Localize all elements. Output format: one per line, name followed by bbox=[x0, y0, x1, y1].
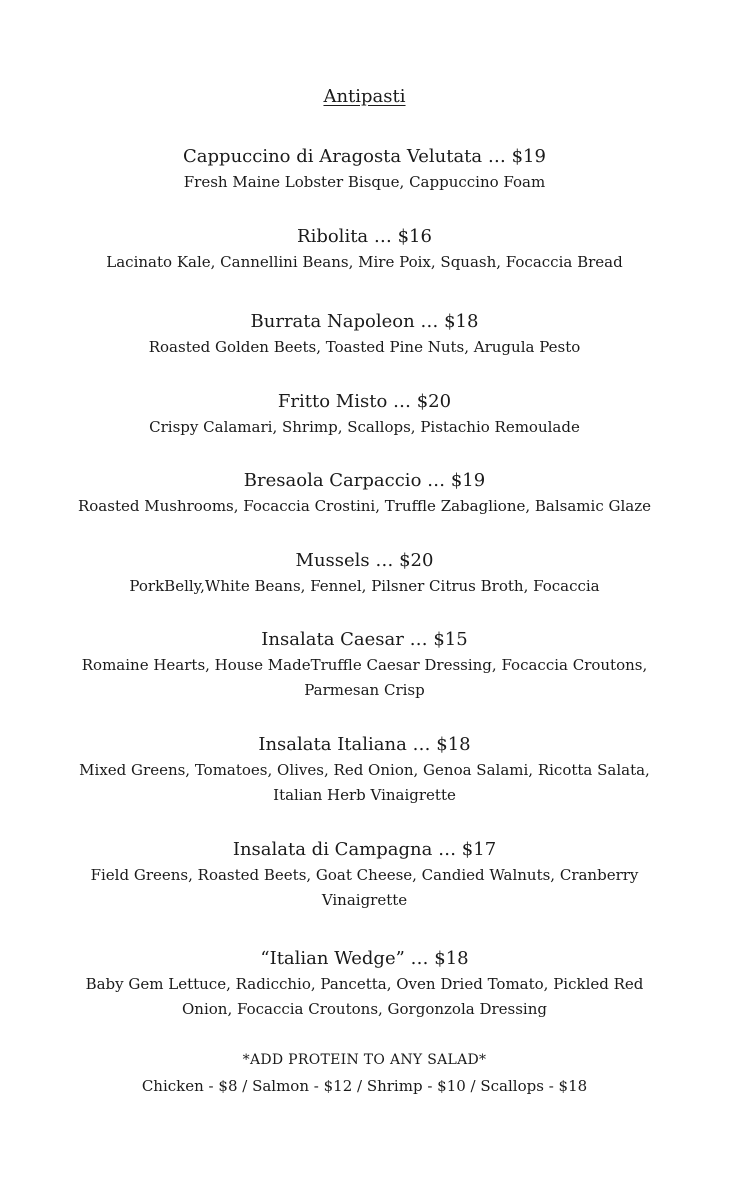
item-title: “Italian Wedge” … $18 bbox=[260, 948, 469, 969]
item-title: Ribolita … $16 bbox=[297, 226, 432, 247]
menu-item bbox=[0, 548, 729, 599]
item-description: Crispy Calamari, Shrimp, Scallops, Pistachio Remoulade bbox=[149, 418, 580, 436]
item-title: Mussels … $20 bbox=[295, 550, 434, 571]
section-heading: Antipasti bbox=[323, 86, 406, 107]
item-description: Roasted Golden Beets, Toasted Pine Nuts, Arugula Pesto bbox=[148, 338, 581, 356]
item-title: Insalata di Campagna … $17 bbox=[232, 839, 497, 860]
menu-item bbox=[0, 627, 729, 703]
protein-note-prices: Chicken - $8 / Salmon - $12 / Shrimp - $10 / Scallops - $18 bbox=[141, 1077, 588, 1095]
item-description: Baby Gem Lettuce, Radicchio, Pancetta, Oven Dried Tomato, Pickled Red bbox=[85, 975, 644, 993]
menu-item bbox=[0, 144, 729, 195]
menu-item bbox=[0, 946, 729, 1022]
item-title: Burrata Napoleon … $18 bbox=[250, 311, 479, 332]
item-description: Parmesan Crisp bbox=[304, 681, 425, 699]
item-title: Insalata Italiana … $18 bbox=[258, 734, 471, 755]
menu-item bbox=[0, 224, 729, 275]
item-description: Lacinato Kale, Cannellini Beans, Mire Poix, Squash, Focaccia Bread bbox=[106, 253, 623, 271]
item-description: PorkBelly,White Beans, Fennel, Pilsner Citrus Broth, Focaccia bbox=[129, 577, 600, 595]
menu-item bbox=[0, 468, 729, 519]
item-title: Bresaola Carpaccio … $19 bbox=[243, 470, 486, 491]
item-title: Insalata Caesar … $15 bbox=[261, 629, 468, 650]
menu-item bbox=[0, 309, 729, 360]
menu-item bbox=[0, 837, 729, 913]
protein-note bbox=[0, 1047, 729, 1099]
item-description: Fresh Maine Lobster Bisque, Cappuccino Foam bbox=[183, 173, 546, 191]
item-description: Romaine Hearts, House MadeTruffle Caesar Dressing, Focaccia Croutons, bbox=[81, 656, 648, 674]
item-title: Fritto Misto … $20 bbox=[277, 391, 452, 412]
menu-item bbox=[0, 389, 729, 440]
item-description: Field Greens, Roasted Beets, Goat Cheese, Candied Walnuts, Cranberry bbox=[90, 866, 639, 884]
item-description: Vinaigrette bbox=[321, 891, 408, 909]
menu-item bbox=[0, 732, 729, 808]
item-description: Mixed Greens, Tomatoes, Olives, Red Onion, Genoa Salami, Ricotta Salata, bbox=[79, 761, 650, 779]
protein-note-title: *ADD PROTEIN TO ANY SALAD* bbox=[242, 1052, 487, 1068]
item-description: Roasted Mushrooms, Focaccia Crostini, Truffle Zabaglione, Balsamic Glaze bbox=[77, 497, 652, 515]
item-description: Italian Herb Vinaigrette bbox=[273, 786, 456, 804]
item-description: Onion, Focaccia Croutons, Gorgonzola Dressing bbox=[182, 1000, 547, 1018]
item-title: Cappuccino di Aragosta Velutata … $19 bbox=[183, 146, 546, 167]
